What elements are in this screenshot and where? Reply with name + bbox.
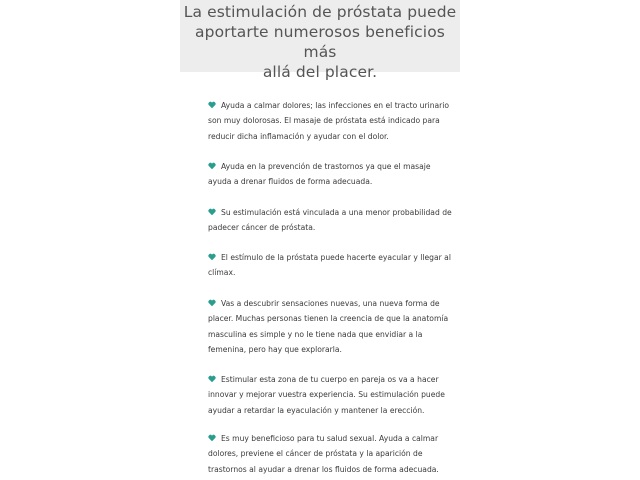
list-item-text: Estimular esta zona de tu cuerpo en pareja os va a hacer innovar y mejorar vuestra experiencia. Su estimulación puede ayudar a retardar la eyaculación y mantener la erección. xyxy=(208,375,445,415)
list-item-text: Es muy beneficioso para tu salud sexual. Ayuda a calmar dolores, previene el cáncer de próstata y la aparición de trastornos al ayudar a drenar los fluidos de forma adecuada. xyxy=(208,434,439,474)
list-item-text: El estímulo de la próstata puede hacerte eyacular y llegar al clímax. xyxy=(208,253,451,278)
list-item xyxy=(208,372,456,418)
list-item xyxy=(208,159,456,190)
title-line-2: aportarte numerosos beneficios más xyxy=(195,23,445,61)
list-item xyxy=(208,205,456,236)
heart-icon xyxy=(208,101,216,109)
title-line-3: allá del placer. xyxy=(262,63,378,81)
list-item xyxy=(208,296,456,357)
page-title xyxy=(180,2,460,82)
title-line-1: La estimulación de próstata puede xyxy=(183,3,457,21)
heart-icon xyxy=(208,299,216,307)
heart-icon xyxy=(208,253,216,261)
list-item xyxy=(208,431,456,477)
list-item-text: Vas a descubrir sensaciones nuevas, una nueva forma de placer. Muchas personas tienen la creencia de que la anatomía masculina es simple y no le tiene nada que envidiar a la femenina, pero hay que explorarla. xyxy=(208,299,449,354)
list-item xyxy=(208,250,456,281)
list-item-text: Ayuda en la prevención de trastornos ya que el masaje ayuda a drenar fluidos de forma adecuada. xyxy=(208,162,431,187)
list-item-text: Su estimulación está vinculada a una menor probabilidad de padecer cáncer de próstata. xyxy=(208,208,452,233)
heart-icon xyxy=(208,434,216,442)
list-item-text: Ayuda a calmar dolores; las infecciones en el tracto urinario son muy dolorosas. El masaje de próstata está indicado para reducir dicha inflamación y ayudar con el dolor. xyxy=(208,101,450,141)
heart-icon xyxy=(208,162,216,170)
heart-icon xyxy=(208,208,216,216)
heart-icon xyxy=(208,375,216,383)
list-item xyxy=(208,98,456,144)
